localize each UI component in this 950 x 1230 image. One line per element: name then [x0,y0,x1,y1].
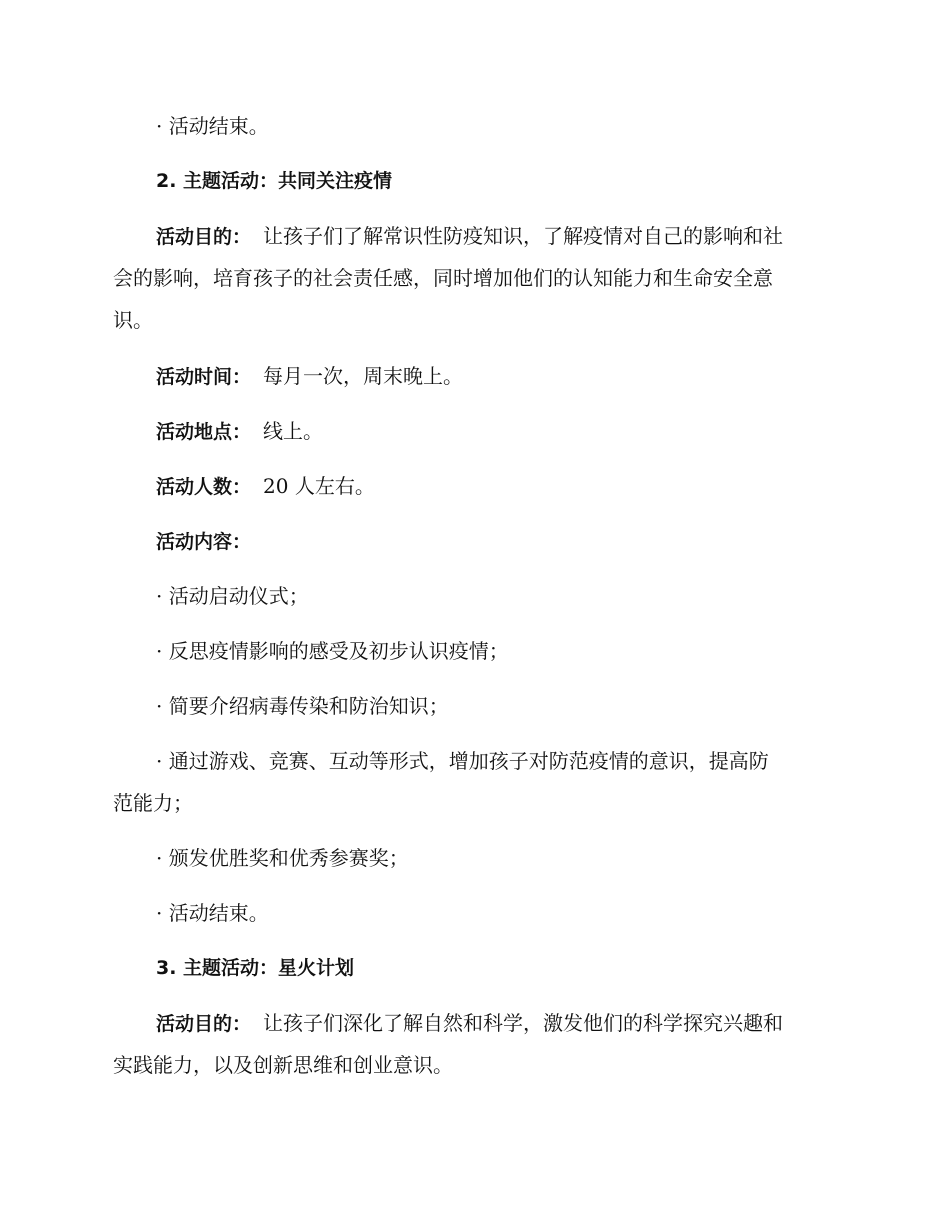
purpose-text: 让孩子们了解常识性防疫知识，了解疫情对自己的影响和社 [263,224,784,248]
section-2-purpose [156,216,843,257]
list-item: · 活动结束。 [156,901,269,925]
section-2-purpose-line3: 识。 [113,308,153,332]
section-2-place [156,411,843,452]
section-3-purpose [156,1003,843,1044]
time-label: 活动时间： [156,366,252,388]
list-item-continuation: 范能力； [113,791,193,815]
section-3-heading: 3. 主题活动：星火计划 [156,957,355,979]
section-2-content [156,521,843,562]
list-item: · 颁发优胜奖和优秀参赛奖； [156,846,409,870]
section-2-count [156,466,843,507]
section-2-heading: 2. 主题活动：共同关注疫情 [156,170,393,192]
section-2-purpose-line2: 会的影响，培育孩子的社会责任感，同时增加他们的认知能力和生命安全意 [113,266,773,290]
list-item: · 活动启动仪式； [156,584,309,608]
purpose-label: 活动目的： [156,1013,252,1035]
count-label: 活动人数： [156,476,252,498]
section-2-time [156,356,843,397]
list-item: · 反思疫情影响的感受及初步认识疫情； [156,639,509,663]
bullet-activity-end: · 活动结束。 [156,114,269,138]
place-value: 线上。 [263,419,324,443]
count-value: 20 人左右。 [263,474,375,498]
purpose-text: 让孩子们深化了解自然和科学，激发他们的科学探究兴趣和 [263,1011,784,1035]
time-value: 每月一次，周末晚上。 [263,364,464,388]
list-item: · 通过游戏、竞赛、互动等形式，增加孩子对防范疫情的意识，提高防 [156,749,769,773]
place-label: 活动地点： [156,421,252,443]
section-3-purpose-line2: 实践能力，以及创新思维和创业意识。 [113,1053,453,1077]
list-item: · 简要介绍病毒传染和防治知识； [156,694,449,718]
content-label: 活动内容： [156,531,252,553]
purpose-label: 活动目的： [156,226,252,248]
